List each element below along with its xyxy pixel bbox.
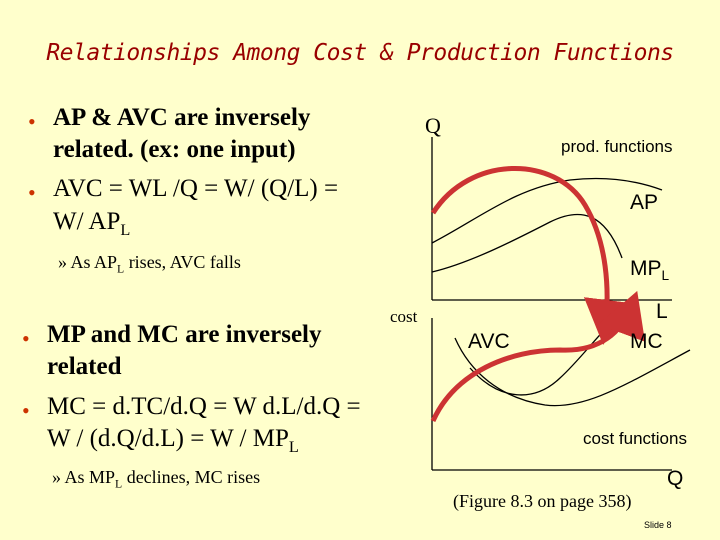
top-y-axis-label: Q xyxy=(425,113,441,138)
slide-title: Relationships Among Cost & Production Functions xyxy=(46,40,674,66)
cost-functions-label: cost functions xyxy=(583,429,687,448)
avc-label: AVC xyxy=(468,330,510,353)
ap-label: AP xyxy=(630,191,659,214)
bullet-2-line-2: W/ $AP_L$ xyxy=(53,208,131,239)
figure-caption: (Figure 8.3 on page 358) xyxy=(453,491,632,511)
mc-label: MC xyxy=(630,330,663,353)
bullet-2-line-1: AVC = WL /Q = W/ (Q/L) = xyxy=(53,175,339,202)
bullet-icon: • xyxy=(22,398,30,423)
bullet-4-line-1: MC = d.TC/d.Q = W d.L/d.Q = xyxy=(47,393,361,420)
ap-curve xyxy=(432,178,662,243)
sub-bullet-top: » As $AP_L$ rises, AVC falls xyxy=(58,252,241,276)
mpl-label: $MP_L$ xyxy=(630,257,670,284)
bullet-1-line-2: related. (ex: one input) xyxy=(53,136,296,163)
prod-functions-label: prod. functions xyxy=(561,137,673,156)
bullet-icon: • xyxy=(28,109,36,134)
bullet-icon: • xyxy=(22,326,30,351)
red-arrow-ap-to-avc xyxy=(433,168,607,330)
bullet-4-line-2: $W / (d.Q/d.L) = W / MP_L$ xyxy=(47,425,299,456)
bottom-x-axis-label: Q xyxy=(667,467,684,490)
bottom-y-axis-label: cost xyxy=(390,307,418,326)
bullet-icon: • xyxy=(28,180,36,205)
sub-bullet-bottom: » As $MP_L$ declines, MC rises xyxy=(52,467,261,491)
slide-number: Slide 8 xyxy=(644,520,672,530)
top-x-axis-label: L xyxy=(656,300,668,323)
bullet-3-line-2: related xyxy=(47,353,122,380)
bullet-3-line-1: MP and MC are inversely xyxy=(47,321,322,348)
bullet-1-line-1: AP & AVC are inversely xyxy=(53,104,311,131)
red-arrow-mp-to-mc xyxy=(433,305,632,421)
